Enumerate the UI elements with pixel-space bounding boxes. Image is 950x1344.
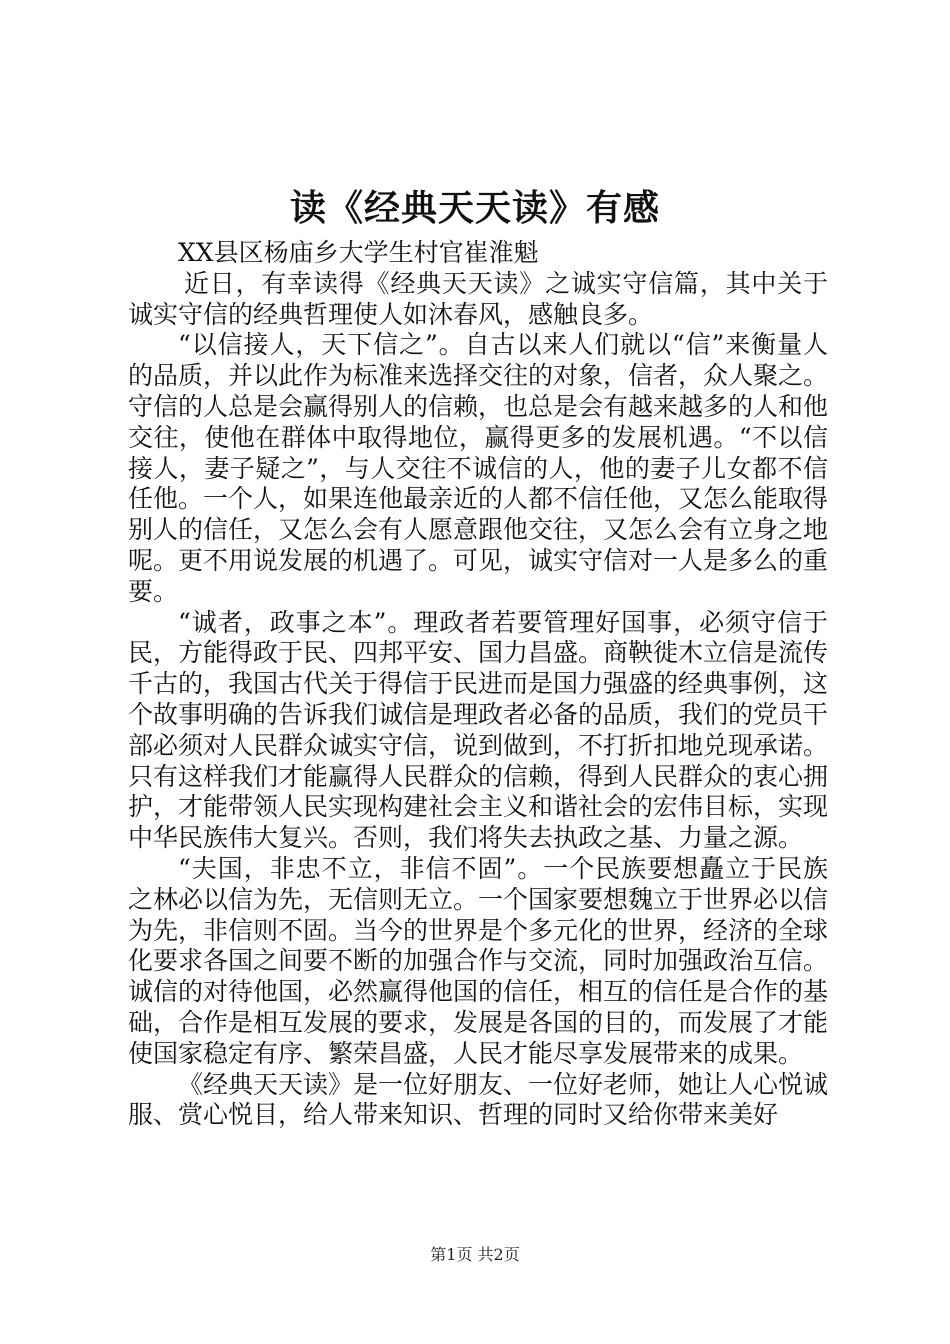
paragraph: 近日，有幸读得《经典天天读》之诚实守信篇，其中关于诚实守信的经典哲理使人如沐春风，感触良多。 [128, 268, 828, 329]
paragraph: “以信接人，天下信之”。自古以来人们就以“信”来衡量人的品质，并以此作为标准来选择交往的对象，信者，众人聚之。守信的人总是会赢得别人的信赖，也总是会有越来越多的人和他交往，使他在群体中取得地位，赢得更多的发展机遇。“不以信接人，妻子疑之”，与人交往不诚信的人，他的妻子儿女都不信任他。一个人，如果连他最亲近的人都不信任他，又怎么能取得别人的信任，又怎么会有人愿意跟他交往，又怎么会有立身之地呢。更不用说发展的机遇了。可见，诚实守信对一人是多么的重要。 [128, 330, 829, 606]
document-body [128, 238, 828, 1131]
page-number-footer: 第1页 共2页 [430, 1245, 520, 1264]
paragraph: 《经典天天读》是一位好朋友、一位好老师，她让人心悦诚服、赏心悦目，给人带来知识、哲理的同时又给你带来美好 [128, 1069, 829, 1130]
author-line: XX县区杨庙乡大学生村官崔淮魁 [178, 238, 539, 267]
document-title: 读《经典天天读》有感 [289, 187, 660, 229]
paragraph: “夫国，非忠不立，非信不固”。一个民族要想矗立于民族之林必以信为先，无信则无立。一个国家要想魏立于世界必以信为先，非信则不固。当今的世界是个多元化的世界，经济的全球化要求各国之间要不断的加强合作与交流，同时加强政治互信。诚信的对待他国，必然赢得他国的信任，相互的信任是合作的基础，合作是相互发展的要求，发展是各国的目的，而发展了才能使国家稳定有序、繁荣昌盛，人民才能尽享发展带来的成果。 [128, 853, 829, 1068]
paragraph: “诚者，政事之本”。理政者若要管理好国事，必须守信于民，方能得政于民、四邦平安、国力昌盛。商鞅徙木立信是流传千古的，我国古代关于得信于民进而是国力强盛的经典事例，这个故事明确的告诉我们诚信是理政者必备的品质，我们的党员干部必须对人民群众诚实守信，说到做到，不打折扣地兑现承诺。只有这样我们才能赢得人民群众的信赖，得到人民群众的衷心拥护，才能带领人民实现构建社会主义和谐社会的宏伟目标，实现中华民族伟大复兴。否则，我们将失去执政之基、力量之源。 [128, 607, 829, 853]
